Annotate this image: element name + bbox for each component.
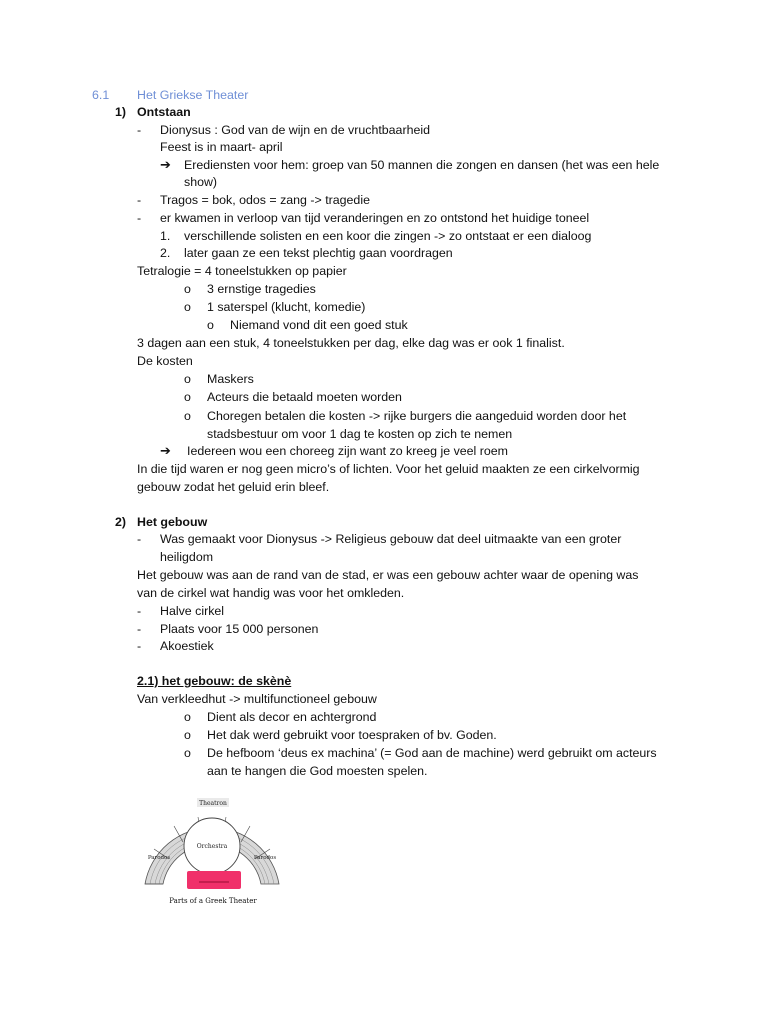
s2-title: Het gebouw (137, 515, 208, 529)
bullet-circle: o (207, 318, 214, 332)
s21-item-1: Dient als decor en achtergrond (207, 710, 377, 724)
s21-item-3-line-2: aan te hangen die God moesten spelen. (207, 764, 428, 778)
s2-paragraph-line-1: Het gebouw was aan de rand van de stad, er was een gebouw achter waar de opening was (137, 568, 639, 582)
s1-bullet-3: er kwamen in verloop van tijd veranderingen en zo ontstond het huidige toneel (160, 211, 590, 225)
s1-kosten-item-3-line-2: stadsbestuur om voor 1 dag te kosten op zich te nemen (207, 427, 513, 441)
s21-item-2: Het dak werd gebruikt voor toespraken of bv. Goden. (207, 728, 497, 742)
s1-tetralogie-item-1: 3 ernstige tragedies (207, 282, 316, 296)
s1-bullet-1-cont: Feest is in maart- april (160, 140, 283, 154)
s1-arrow-2: Iedereen wou een choreeg zijn want zo kreeg je veel roem (187, 444, 508, 458)
bullet-dash: - (137, 604, 142, 618)
section-title: Het Griekse Theater (137, 88, 249, 102)
bullet-circle: o (184, 710, 191, 724)
s1-kosten: De kosten (137, 354, 193, 368)
skene-block (187, 871, 241, 889)
s2-bullet-2: Halve cirkel (160, 604, 225, 618)
bullet-dash: - (137, 639, 142, 653)
s2-bullet-4: Akoestiek (160, 639, 214, 653)
bullet-circle: o (184, 390, 191, 404)
theatron-label: Theatron (199, 800, 227, 807)
bullet-circle: o (184, 409, 191, 423)
s1-arrow-1-line-1: Erediensten voor hem: groep van 50 mannen die zongen en dansen (het was een hele (184, 158, 660, 172)
parodos-right-label: Parodos (253, 855, 277, 861)
s1-numbered-2: later gaan ze een tekst plechtig gaan voordragen (184, 246, 453, 260)
bullet-circle: o (184, 300, 191, 314)
s1-kosten-item-2: Acteurs die betaald moeten worden (207, 390, 402, 404)
bullet-circle: o (184, 372, 191, 386)
s1-tijd-line-1: In die tijd waren er nog geen micro’s of lichten. Voor het geluid maakten ze een cirkelvormig (137, 462, 640, 476)
list-number: 2. (160, 246, 171, 260)
s1-tetralogie-subitem: Niemand vond dit een goed stuk (230, 318, 408, 332)
s1-tijd-line-2: gebouw zodat het geluid erin bleef. (137, 480, 330, 494)
s2-number: 2) (115, 515, 127, 529)
s1-numbered-1: verschillende solisten en een koor die zingen -> zo ontstaat er een dialoog (184, 229, 592, 243)
s1-arrow-1-line-2: show) (184, 175, 218, 189)
greek-theater-figure (137, 779, 287, 909)
s21-item-3-line-1: De hefboom ‘deus ex machina’ (= God aan de machine) werd gebruikt om acteurs (207, 746, 657, 760)
figure-caption: Parts of a Greek Theater (169, 897, 257, 905)
bullet-dash: - (137, 532, 142, 546)
s1-dagen: 3 dagen aan een stuk, 4 toneelstukken per dag, elke dag was er ook 1 finalist. (137, 336, 565, 350)
s21-intro: Van verkleedhut -> multifunctioneel gebouw (137, 692, 377, 706)
orchestra-label: Orchestra (196, 843, 228, 850)
bullet-dash: - (137, 211, 142, 225)
bullet-dash: - (137, 193, 142, 207)
s1-kosten-item-1: Maskers (207, 372, 254, 386)
s1-kosten-item-3-line-1: Choregen betalen die kosten -> rijke burgers die aangeduid worden door het (207, 409, 627, 423)
arrow-icon: ➔ (160, 157, 171, 172)
s1-title: Ontstaan (137, 105, 191, 119)
s21-title: 2.1) het gebouw: de skènè (137, 674, 292, 688)
bullet-dash: - (137, 123, 142, 137)
s1-bullet-1: Dionysus : God van de wijn en de vruchtbaarheid (160, 123, 430, 137)
s1-tetralogie: Tetralogie = 4 toneelstukken op papier (137, 264, 347, 278)
bullet-circle: o (184, 728, 191, 742)
greek-theater-diagram (137, 779, 287, 909)
s2-paragraph-line-2: van de cirkel wat handig was voor het omkleden. (137, 586, 405, 600)
list-number: 1. (160, 229, 171, 243)
bullet-circle: o (184, 746, 191, 760)
parodos-left-label: Parodos (147, 855, 171, 861)
s2-bullet-3: Plaats voor 15 000 personen (160, 622, 319, 636)
s2-bullet-1-line-1: Was gemaakt voor Dionysus -> Religieus gebouw dat deel uitmaakte van een groter (160, 532, 622, 546)
s1-tetralogie-item-2: 1 saterspel (klucht, komedie) (207, 300, 366, 314)
section-number: 6.1 (92, 88, 110, 102)
s1-number: 1) (115, 105, 127, 119)
arrow-icon: ➔ (160, 443, 171, 458)
s1-bullet-2: Tragos = bok, odos = zang -> tragedie (160, 193, 370, 207)
bullet-dash: - (137, 622, 142, 636)
bullet-circle: o (184, 282, 191, 296)
s2-bullet-1-line-2: heiligdom (160, 550, 214, 564)
